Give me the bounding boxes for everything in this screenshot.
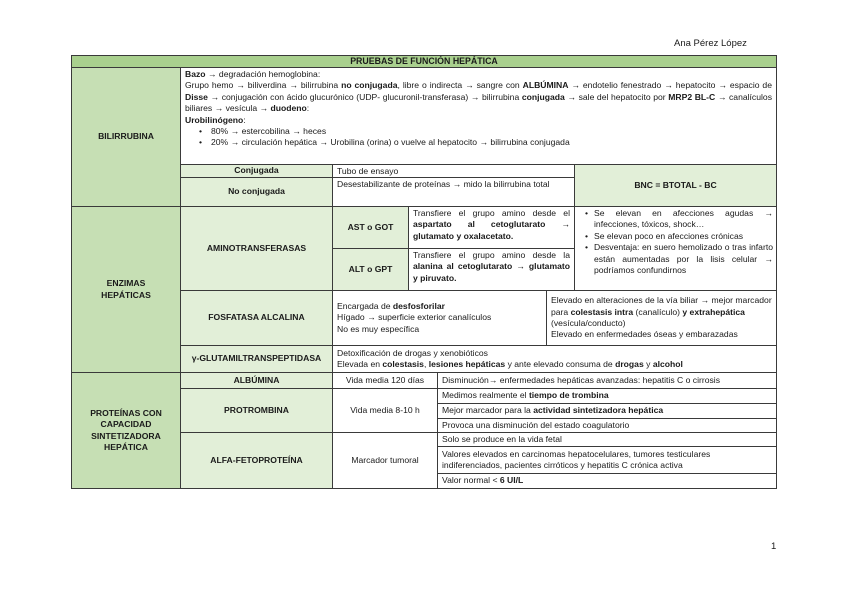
- ggt-l2a: Elevada en: [337, 359, 383, 369]
- urobilinogeno-line: [185, 115, 772, 126]
- pro-r2b: actividad sintetizadora hepática: [533, 405, 664, 416]
- albumina-label-cell: [180, 372, 333, 389]
- bilirrubina-label: BILIRRUBINA: [98, 131, 154, 142]
- protrombina-row2: [437, 403, 777, 419]
- hemo-p2b: ALBÚMINA: [522, 80, 569, 91]
- fa-line3: No es muy específica: [337, 323, 420, 334]
- hemo-p4: → conjugación con ácido glucurónico (UDP- glucuronil-transferasa) → bilirrubina: [207, 91, 522, 102]
- ggt-label-cell: [180, 345, 333, 373]
- ggt-l2b: colestasis: [382, 359, 424, 369]
- hemo-p3b: Disse: [185, 91, 208, 102]
- no-conjugada-desc: Desestabilizante de proteínas → mido la bilirrubina total: [337, 179, 550, 189]
- pro-r1a: Medimos realmente el: [442, 390, 529, 401]
- hemo-pathway: [185, 80, 772, 114]
- hemo-p1b: no conjugada: [341, 80, 398, 91]
- pro-r3: Provoca una disminución del estado coagulatorio: [442, 419, 630, 430]
- proteinas-label-cell: [71, 372, 181, 489]
- enzimas-label-line2: HEPÁTICAS: [101, 289, 151, 300]
- table-title-text: PRUEBAS DE FUNCIÓN HEPÁTICA: [350, 55, 498, 66]
- afp-r3a: Valor normal <: [442, 475, 500, 486]
- hemo-p1: Grupo hemo → biliverdina → bilirrubina: [185, 80, 342, 91]
- ggt-l2d: lesiones hepáticas: [428, 359, 506, 369]
- ggt-l2c: ,: [423, 359, 429, 369]
- ggt-label: γ-GLUTAMILTRANSPEPTIDASA: [191, 353, 322, 364]
- conjugada-desc: Tubo de ensayo: [337, 166, 399, 176]
- albumina-desc: Disminución→ enfermedades hepáticas avanzadas: hepatitis C o cirrosis: [442, 374, 721, 385]
- protrombina-row3: [437, 418, 777, 433]
- uro-list: [185, 126, 772, 149]
- ast-desc-b: aspartato al cetoglutarato → glutamato y oxalacetato.: [413, 219, 570, 241]
- bazo-title: Bazo: [185, 69, 206, 79]
- fa-r1: Elevado en alteraciones de la vía biliar → mejor marcador para: [551, 295, 772, 317]
- bazo-line: [185, 69, 772, 80]
- fosfatasa-label-cell: [180, 290, 333, 346]
- ggt-l2f: drogas: [615, 359, 644, 369]
- alt-desc-a: Transfiere el grupo amino desde la: [413, 250, 570, 260]
- afp-row3: [437, 473, 777, 489]
- hemo-p2: , libre o indirecta → sangre con: [397, 80, 523, 91]
- ggt-line2: [337, 359, 772, 370]
- ggt-desc-cell: [332, 345, 777, 373]
- bilirrubina-label-cell: [71, 67, 181, 207]
- fa-r1b: colestasis intra: [570, 306, 634, 317]
- no-conjugada-desc-cell: [332, 177, 575, 207]
- afp-label: ALFA-FETOPROTEÍNA: [210, 454, 303, 465]
- ggt-line1: Detoxificación de drogas y xenobióticos: [337, 347, 488, 358]
- ggt-l2h: alcohol: [652, 359, 683, 369]
- fa-l1a: Encargada de: [337, 300, 393, 311]
- afp-r1: Solo se produce en la vida fetal: [442, 433, 562, 444]
- aminotransferasas-label: AMINOTRANSFERASAS: [206, 242, 307, 253]
- uro-item: • 20% → circulación hepática → Urobilina (orina) o vuelve al hepatocito → bilirrubina conjugada: [211, 137, 772, 148]
- ggt-l2g: y: [643, 359, 653, 369]
- pro-r1b: tiempo de trombina: [528, 390, 609, 401]
- albumina-label: ALBÚMINA: [233, 374, 280, 385]
- alt-desc-cell: [408, 248, 575, 291]
- pro-r2a: Mejor marcador para la: [442, 405, 534, 416]
- bnc-formula-cell: [574, 164, 777, 207]
- hemo-p3: → endotelio fenestrado → hepatocito → espacio de: [568, 80, 772, 91]
- alt-label-cell: [332, 248, 409, 291]
- ggt-l2e: y ante elevado consuma de: [505, 359, 616, 369]
- aminotransferasas-label-cell: [180, 206, 333, 291]
- fa-r1e: (vesícula/conducto): [551, 318, 626, 328]
- protrombina-vida: Vida media 8-10 h: [350, 404, 420, 415]
- afp-r2: Valores elevados en carcinomas hepatocelulares, tumores testiculares indiferenciados, pacientes cirróticos y hepatitis C crónica activa: [442, 448, 711, 470]
- fa-right2: Elevado en enfermedades óseas y embarazadas: [551, 329, 738, 340]
- enzimas-label-cell: [71, 206, 181, 373]
- afp-label-cell: [180, 432, 333, 489]
- protrombina-label: PROTROMBINA: [224, 404, 289, 415]
- page-number: 1: [771, 541, 777, 552]
- no-conjugada-label-cell: [180, 177, 333, 207]
- fa-line2: Hígado → superficie exterior canalículos: [337, 312, 492, 323]
- bazo-rest: → degradación hemoglobina:: [205, 69, 321, 79]
- hemo-p4b: conjugada: [521, 91, 565, 102]
- aminotransferasas-notes-list: [581, 208, 773, 276]
- fosfatasa-label: FOSFATASA ALCALINA: [208, 312, 305, 323]
- afp-row1: [437, 432, 777, 447]
- conjugada-desc-cell: [332, 164, 575, 178]
- amino-note: • Se elevan en afecciones agudas → infecciones, tóxicos, shock…: [594, 208, 773, 231]
- enzimas-label-line1: ENZIMAS: [106, 278, 146, 289]
- uro-item: • 80% → estercobilina → heces: [211, 126, 772, 137]
- hemo-p6: → canalículos biliares → vesícula →: [185, 91, 772, 114]
- conjugada-label-cell: [180, 164, 333, 178]
- fosfatasa-elevation-cell: [546, 290, 777, 346]
- afp-marcador-cell: [332, 432, 438, 489]
- protrombina-row1: [437, 388, 777, 404]
- ast-label-cell: [332, 206, 409, 249]
- hemo-p6b: duodeno: [270, 103, 307, 114]
- afp-r3b: 6 UI/L: [499, 475, 524, 486]
- fa-line1: [337, 301, 542, 312]
- pro-r2: [442, 405, 772, 416]
- hemo-p6e: :: [306, 103, 310, 114]
- bilirrubina-description: [180, 67, 777, 165]
- albumina-vida: Vida media 120 días: [345, 374, 425, 385]
- protrombina-label-cell: [180, 388, 333, 433]
- fa-r1c: (canalículo): [633, 306, 683, 317]
- uro-title: Urobilinógeno: [185, 114, 244, 125]
- ast-label: AST o GOT: [347, 221, 394, 232]
- bnc-formula: BNC = BTOTAL - BC: [634, 179, 717, 190]
- afp-marcador: Marcador tumoral: [351, 454, 419, 465]
- fa-right1: [551, 295, 772, 329]
- author-name: Ana Pérez López: [674, 38, 747, 49]
- fa-l1b: desfosforilar: [392, 300, 445, 311]
- albumina-desc-cell: [437, 372, 777, 389]
- fosfatasa-desc-cell: [332, 290, 547, 346]
- fa-r1d: y extrahepática: [682, 306, 745, 317]
- alt-label: ALT o GPT: [348, 263, 393, 274]
- afp-r3: [442, 475, 772, 486]
- hemo-p5: → sale del hepatocito por: [564, 91, 669, 102]
- aminotransferasas-notes: [574, 206, 777, 291]
- hemo-p5b: MRP2 BL-C: [668, 91, 716, 102]
- ast-desc-a: Transfiere el grupo amino desde el: [413, 208, 570, 218]
- protrombina-vida-cell: [332, 388, 438, 433]
- afp-row2: [437, 446, 777, 474]
- conjugada-label: Conjugada: [234, 165, 279, 176]
- amino-note: • Desventaja: en suero hemolizado o tras infarto están aumentadas por la lisis celular → podríamos confundirnos: [594, 242, 773, 276]
- ast-desc-cell: [408, 206, 575, 249]
- alt-desc-b: alanina al cetoglutarato → glutamato y piruvato.: [413, 261, 570, 283]
- amino-note: • Se elevan poco en afecciones crónicas: [594, 231, 773, 242]
- pro-r1: [442, 390, 772, 401]
- uro-rest: :: [243, 114, 246, 125]
- no-conjugada-label: No conjugada: [228, 186, 285, 197]
- albumina-vida-cell: [332, 372, 438, 389]
- proteinas-label: PROTEÍNAS CON CAPACIDAD SINTETIZADORA HEPÁTICA: [90, 407, 162, 452]
